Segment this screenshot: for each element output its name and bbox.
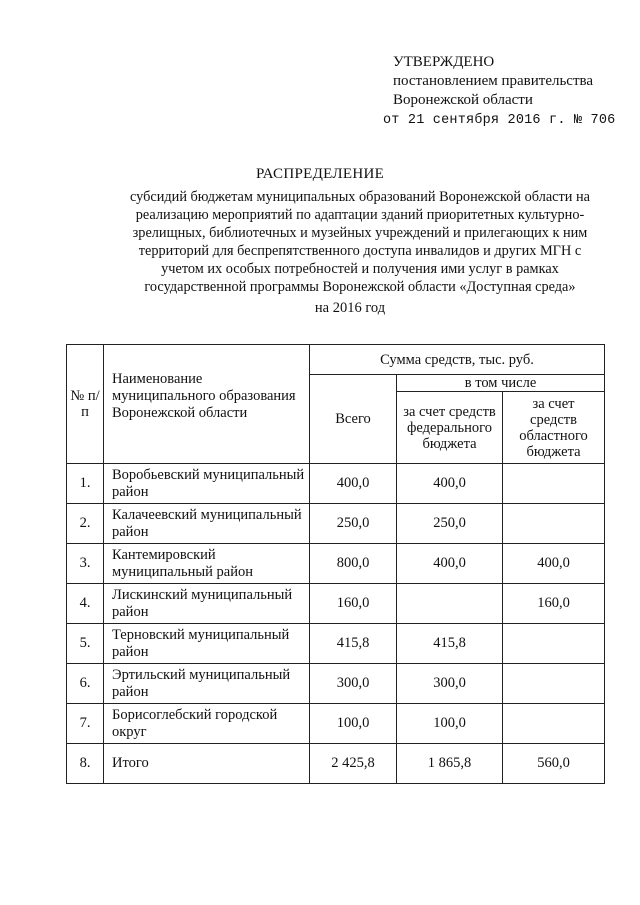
subtitle-line: государственной программы Воронежской области «Доступная среда» — [144, 279, 576, 295]
cell-name: Терновский муниципальный район — [104, 624, 310, 664]
table-row — [67, 584, 605, 624]
table-row — [67, 624, 605, 664]
cell-num: 3. — [67, 544, 104, 584]
cell-num: 5. — [67, 624, 104, 664]
table-total-row — [67, 744, 605, 784]
approval-date: от 21 сентября 2016 г. № 706 — [383, 113, 616, 128]
subtitle-line: субсидий бюджетам муниципальных образований Воронежской области на — [130, 189, 590, 205]
cell-total: 160,0 — [310, 584, 397, 624]
document-title: РАСПРЕДЕЛЕНИЕ — [255, 166, 385, 182]
cell-name: Калачеевский муниципальный район — [104, 504, 310, 544]
cell-name: Эртильский муниципальный район — [104, 664, 310, 704]
cell-name: Кантемировский муниципальный район — [104, 544, 310, 584]
cell-federal: 400,0 — [397, 544, 503, 584]
subtitle-line: реализацию мероприятий по адаптации зданий приоритетных культурно- — [135, 207, 585, 223]
cell-total: 250,0 — [310, 504, 397, 544]
cell-name: Борисоглебский городской округ — [104, 704, 310, 744]
cell-name: Воробьевский муниципальный район — [104, 464, 310, 504]
cell-federal — [397, 584, 503, 624]
header-name — [104, 345, 310, 464]
cell-federal: 250,0 — [397, 504, 503, 544]
cell-num: 7. — [67, 704, 104, 744]
cell-regional — [503, 704, 605, 744]
cell-name: Итого — [104, 744, 310, 784]
header-num-label: № п/п — [70, 388, 100, 420]
table-row — [67, 544, 605, 584]
subtitle-line: учетом их особых потребностей и получения ими услуг в рамках — [161, 261, 559, 277]
cell-total: 100,0 — [310, 704, 397, 744]
table-row — [67, 664, 605, 704]
approval-block — [383, 53, 616, 130]
header-regional — [503, 392, 605, 464]
cell-federal: 415,8 — [397, 624, 503, 664]
cell-federal: 400,0 — [397, 464, 503, 504]
table-row — [67, 704, 605, 744]
cell-num: 4. — [67, 584, 104, 624]
cell-num: 8. — [67, 744, 104, 784]
document-subtitle — [110, 188, 610, 296]
approval-line-2: Воронежской области — [393, 92, 533, 108]
table-row — [67, 504, 605, 544]
header-name-label: Наименование муниципального образования Воронежской области — [112, 371, 296, 421]
cell-total: 2 425,8 — [310, 744, 397, 784]
header-including: в том числе — [397, 375, 605, 392]
distribution-table — [66, 344, 605, 784]
cell-federal: 1 865,8 — [397, 744, 503, 784]
header-sum: Сумма средств, тыс. руб. — [310, 345, 605, 375]
cell-num: 2. — [67, 504, 104, 544]
document-year: на 2016 год — [314, 300, 386, 316]
cell-total: 415,8 — [310, 624, 397, 664]
table-header-row — [67, 345, 605, 375]
cell-total: 800,0 — [310, 544, 397, 584]
cell-name: Лискинский муниципальный район — [104, 584, 310, 624]
cell-total: 400,0 — [310, 464, 397, 504]
cell-regional — [503, 464, 605, 504]
cell-regional: 160,0 — [503, 584, 605, 624]
cell-num: 1. — [67, 464, 104, 504]
header-regional-label: за счет средств областного бюджета — [519, 395, 588, 460]
approval-title: УТВЕРЖДЕНО — [393, 54, 495, 70]
cell-regional — [503, 624, 605, 664]
subtitle-line: зрелищных, библиотечных и музейных учреждений и прилегающих к ним — [132, 225, 588, 241]
cell-regional — [503, 664, 605, 704]
header-total: Всего — [310, 375, 397, 464]
subtitle-line: территорий для беспрепятственного доступа инвалидов и других МГН с — [138, 243, 582, 259]
table-row — [67, 464, 605, 504]
cell-regional: 400,0 — [503, 544, 605, 584]
cell-federal: 100,0 — [397, 704, 503, 744]
cell-federal: 300,0 — [397, 664, 503, 704]
cell-regional: 560,0 — [503, 744, 605, 784]
header-federal-label: за счет средств федерального бюджета — [403, 403, 496, 452]
approval-line-1: постановлением правительства — [393, 73, 594, 89]
cell-regional — [503, 504, 605, 544]
cell-num: 6. — [67, 664, 104, 704]
header-federal — [397, 392, 503, 464]
header-num — [67, 345, 104, 464]
cell-total: 300,0 — [310, 664, 397, 704]
